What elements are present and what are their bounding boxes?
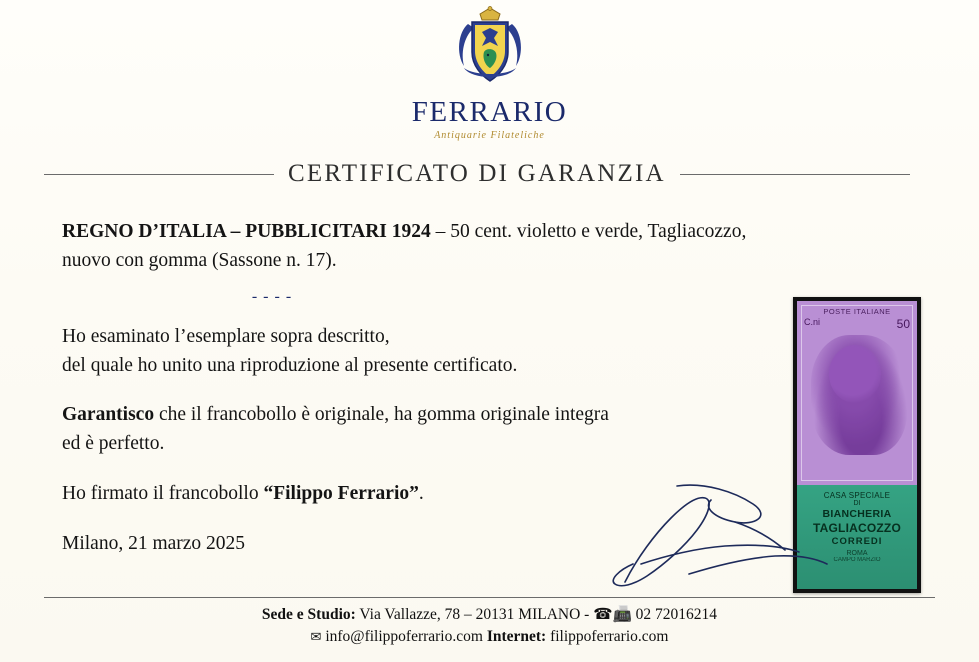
paragraph-examination-line1: Ho esaminato l’esemplare sopra descritto,	[62, 326, 390, 348]
place-and-date: Milano, 21 marzo 2025	[62, 532, 246, 554]
certificate-body	[62, 218, 762, 557]
paragraph-examination	[62, 323, 762, 379]
stamp-inner	[797, 301, 917, 589]
advert-line-7: CAMPO MARZIO	[833, 557, 881, 564]
postage-stamp-image	[793, 297, 921, 593]
title-rule-right	[680, 174, 910, 175]
advert-line-2: DI	[853, 500, 861, 508]
footer-website[interactable]: filippoferrario.com	[546, 628, 669, 646]
paragraph-signed-stamp	[62, 480, 762, 508]
title-row	[44, 160, 935, 188]
footer-email[interactable]: info@filippoferrario.com	[321, 628, 487, 646]
footer-address-line	[0, 604, 979, 626]
title-rule-left	[44, 174, 274, 175]
heraldic-crest-icon	[442, 6, 538, 98]
mail-icon: ✉	[310, 629, 322, 645]
advert-line-4: TAGLIACOZZO	[813, 521, 901, 536]
divider-dashes: - - - -	[251, 288, 293, 306]
footer-contact-line	[0, 626, 979, 648]
header	[0, 6, 979, 141]
brand-subtitle: Antiquarie Filateliche	[434, 130, 545, 141]
stamp-postage-portion	[797, 301, 917, 485]
guarantee-keyword: Garantisco	[62, 404, 155, 426]
signature-name: “Filippo Ferrario”	[263, 482, 419, 504]
item-description	[62, 218, 762, 274]
stamp-country-label: POSTE ITALIANE	[823, 307, 891, 316]
paragraph-examination-line2: del quale ho unito una riproduzione al presente certificato.	[62, 354, 518, 376]
footer-divider	[44, 597, 935, 598]
brand-name: FERRARIO	[411, 96, 568, 128]
king-portrait-icon	[811, 335, 907, 455]
page-title: CERTIFICATO DI GARANZIA	[288, 160, 666, 187]
advert-line-3: BIANCHERIA	[822, 508, 892, 521]
advert-line-1: CASA SPECIALE	[823, 491, 891, 501]
advert-line-6: ROMA	[846, 550, 868, 558]
item-details-line2: nuovo con gomma (Sassone n. 17).	[62, 249, 337, 271]
spacer	[62, 379, 762, 401]
signed-pre: Ho firmato il francobollo	[62, 482, 264, 504]
item-title: REGNO D’ITALIA – PUBBLICITARI 1924	[62, 221, 431, 242]
advert-line-5: CORREDI	[831, 536, 883, 548]
signed-post: .	[418, 482, 424, 504]
stamp-value-number: 50	[896, 317, 910, 331]
item-details: – 50 cent. violetto e verde, Tagliacozzo,	[430, 221, 747, 242]
footer-internet-label: Internet:	[486, 628, 547, 646]
spacer-3	[62, 508, 762, 530]
spacer-2	[62, 458, 762, 480]
footer-address-label: Sede e Studio:	[261, 606, 356, 623]
stamp-value-unit: C.ni	[804, 317, 821, 327]
guarantee-text-line2: ed è perfetto.	[62, 433, 165, 455]
footer	[0, 604, 979, 649]
paragraph-guarantee	[62, 401, 762, 457]
guarantee-text: che il francobollo è originale, ha gomma originale integra	[154, 404, 609, 426]
stamp-advert-portion	[797, 485, 917, 589]
footer-address-value: Via Vallazze, 78 – 20131 MILANO - ☎📠 02 72016214	[355, 606, 718, 623]
